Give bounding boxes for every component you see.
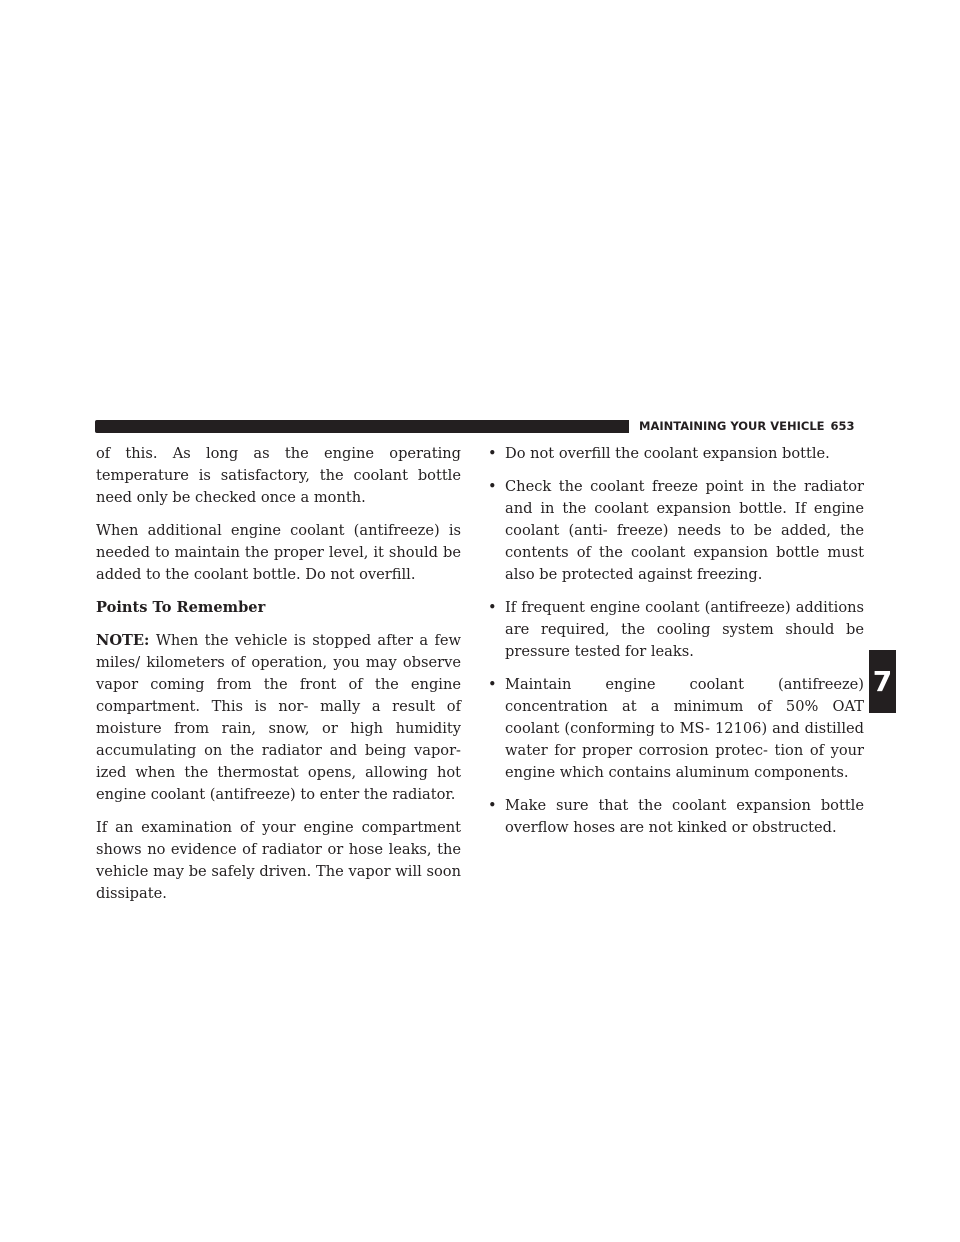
bullet-marker: •	[488, 676, 497, 693]
list-item-text: Maintain engine coolant (antifreeze) concentration at a minimum of 50% OAT coolant (conforming to MS- 12106) and distilled water for proper corrosion protec- tion of your engine which contains aluminum components.	[505, 676, 864, 781]
list-item	[487, 597, 864, 663]
bullet-list	[487, 443, 864, 839]
list-item	[487, 443, 864, 465]
bullet-marker: •	[488, 599, 497, 616]
note-text: When the vehicle is stopped after a few miles/ kilometers of operation, you may observe vapor coming from the front of the engine compartment. This is nor- mally a result of moisture from rain, snow, or high humidity accumulating on the radiator and being vapor- ized when the thermostat opens, allowing hot engine coolant (antifreeze) to enter the radiator.	[96, 632, 461, 803]
bullet-marker: •	[488, 445, 497, 462]
list-item	[487, 476, 864, 586]
page-number: 653	[830, 419, 855, 433]
paragraph: If an examination of your engine compartment shows no evidence of radiator or hose leaks, the vehicle may be safely driven. The vapor will soon dissipate.	[96, 819, 461, 902]
bullet-marker: •	[488, 797, 497, 814]
bullet-marker: •	[488, 478, 497, 495]
left-column	[96, 443, 461, 916]
list-item-text: Make sure that the coolant expansion bottle overflow hoses are not kinked or obstructed.	[505, 797, 864, 836]
header-rule	[95, 420, 629, 433]
list-item-text: Do not overfill the coolant expansion bottle.	[505, 445, 830, 462]
chapter-tab: 7	[869, 650, 896, 713]
note-label: NOTE:	[96, 632, 150, 649]
right-column	[487, 443, 864, 850]
section-title: MAINTAINING YOUR VEHICLE	[639, 419, 825, 433]
list-item	[487, 674, 864, 784]
paragraph: of this. As long as the engine operating temperature is satisfactory, the coolant bottle need only be checked once a month.	[96, 445, 461, 506]
section-heading: Points To Remember	[96, 599, 266, 616]
note-paragraph	[96, 630, 461, 806]
list-item-text: Check the coolant freeze point in the radiator and in the coolant expansion bottle. If engine coolant (anti- freeze) needs to be added, the contents of the coolant expansion bottle must also be protected against freezing.	[505, 478, 864, 583]
running-header	[639, 418, 855, 435]
list-item-text: If frequent engine coolant (antifreeze) additions are required, the cooling system should be pressure tested for leaks.	[505, 599, 864, 660]
list-item	[487, 795, 864, 839]
paragraph: When additional engine coolant (antifreeze) is needed to maintain the proper level, it should be added to the coolant bottle. Do not overfill.	[96, 522, 461, 583]
